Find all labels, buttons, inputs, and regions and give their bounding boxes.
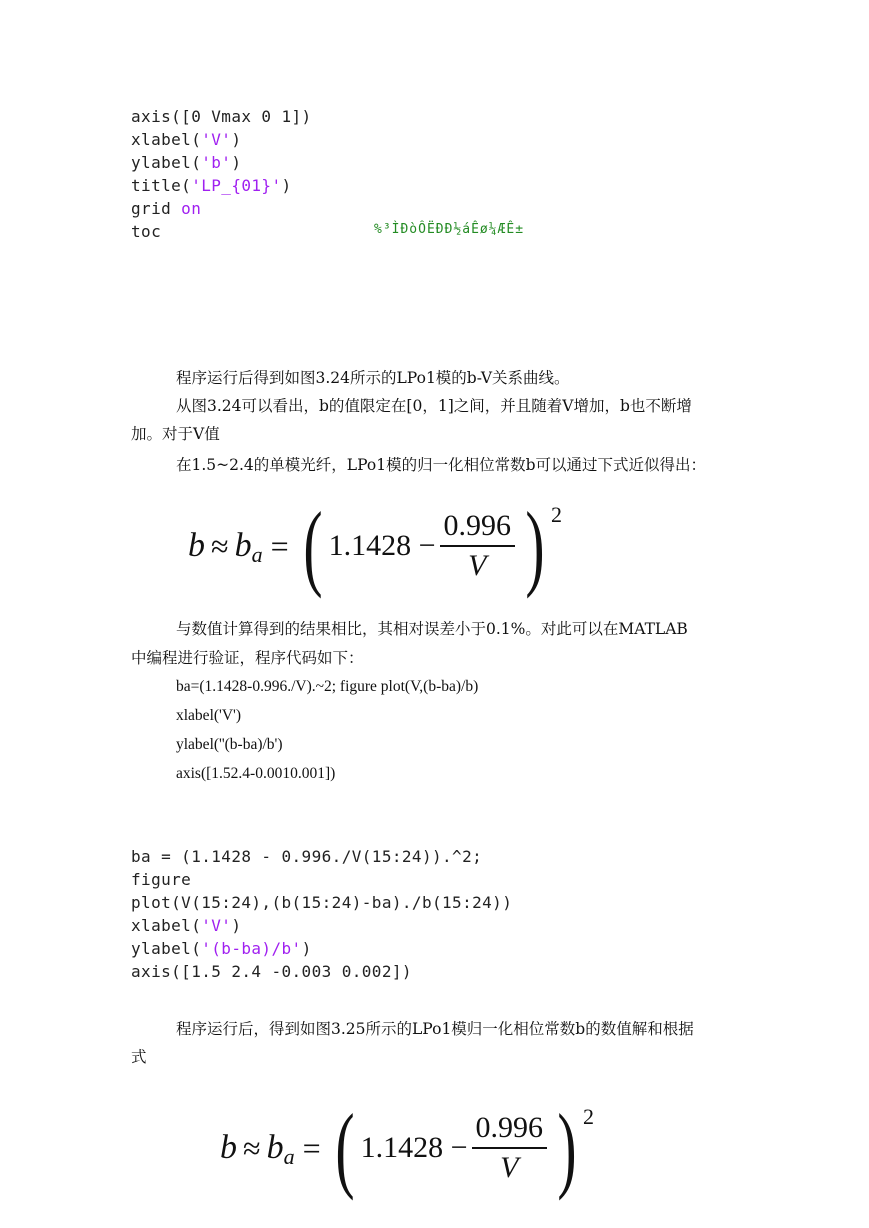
code-line xyxy=(131,151,312,174)
code-line-plain-2: xlabel('V') xyxy=(176,707,241,724)
formula-denominator: V xyxy=(500,1151,519,1184)
code-token: plot(V(15:24),(b(15:24)-ba)./b(15:24)) xyxy=(131,893,513,912)
formula-fraction xyxy=(440,509,516,583)
formula-denominator: V xyxy=(468,549,487,582)
formula-numerator: 0.996 xyxy=(440,509,516,547)
paragraph-b-range-line2: 加。对于V值 xyxy=(131,425,220,443)
formula-constant: 1.1428 − xyxy=(328,529,436,562)
code-line xyxy=(131,937,512,960)
code-token: xlabel( xyxy=(131,916,202,935)
matlab-code-block-bottom xyxy=(131,845,512,983)
formula-approx-sign: ≈ xyxy=(211,527,229,564)
formula-b: b xyxy=(188,527,205,564)
code-token: toc xyxy=(131,222,162,241)
formula-equals: = xyxy=(270,527,289,564)
formula-equals: = xyxy=(302,1129,321,1166)
formula-fraction xyxy=(472,1111,548,1185)
formula-ba-subscript: a xyxy=(251,542,263,567)
code-line-plain-3: ylabel(''(b-ba)/b') xyxy=(176,736,283,753)
garbled-comment: %³ÌÐòÔËÐÐ½áÊø¼ÆÊ± xyxy=(374,222,525,237)
code-string-token: '(b-ba)/b' xyxy=(201,939,302,958)
code-token: grid xyxy=(131,199,182,218)
paragraph-result-curve: 程序运行后得到如图3.24所示的LPo1模的b-V关系曲线。 xyxy=(176,369,570,387)
code-token: ) xyxy=(231,130,242,149)
code-token: ylabel( xyxy=(131,939,202,958)
code-line-plain-1: ba=(1.1428-0.996./V).~2; figure plot(V,(b-ba)/b) xyxy=(176,678,479,695)
code-line xyxy=(131,845,512,868)
code-string-token: 'b' xyxy=(201,153,232,172)
code-line xyxy=(131,960,512,983)
paragraph-result-figure-line1: 程序运行后，得到如图3.25所示的LPo1模归一化相位常数b的数值解和根据 xyxy=(176,1020,694,1038)
code-token: axis([1.5 2.4 -0.003 0.002]) xyxy=(131,962,412,981)
matlab-code-block-top xyxy=(131,105,312,243)
formula-approximation-1 xyxy=(188,492,608,599)
formula-exponent: 2 xyxy=(582,1104,594,1129)
paragraph-relative-error-line2: 中编程进行验证，程序代码如下： xyxy=(131,649,364,667)
formula-constant: 1.1428 − xyxy=(360,1131,468,1164)
code-token: ) xyxy=(301,939,312,958)
code-line xyxy=(131,105,312,128)
formula-b: b xyxy=(220,1129,237,1166)
code-line xyxy=(131,128,312,151)
formula-approximation-2 xyxy=(220,1094,640,1201)
paragraph-b-range-line1: 从图3.24可以看出，b的值限定在[0，1]之间，并且随着V增加，b也不断增 xyxy=(176,397,692,415)
formula-ba: b xyxy=(266,1129,284,1166)
left-paren: ( xyxy=(335,1094,355,1201)
code-token: ylabel( xyxy=(131,153,202,172)
left-paren: ( xyxy=(303,492,323,599)
formula-ba: b xyxy=(234,527,252,564)
code-token: ba = (1.1428 - 0.996./V(15:24)).^2; xyxy=(131,847,483,866)
code-string-token: 'V' xyxy=(201,130,232,149)
code-line xyxy=(131,174,312,197)
code-line xyxy=(131,914,512,937)
code-token: title( xyxy=(131,176,192,195)
formula-approx-sign: ≈ xyxy=(243,1129,261,1166)
formula-numerator: 0.996 xyxy=(472,1111,548,1149)
code-line xyxy=(131,197,312,220)
code-token: figure xyxy=(131,870,192,889)
right-paren: ) xyxy=(525,492,545,599)
code-token: xlabel( xyxy=(131,130,202,149)
formula-exponent: 2 xyxy=(550,502,562,527)
code-line xyxy=(131,220,312,243)
code-line xyxy=(131,891,512,914)
formula-ba-subscript: a xyxy=(283,1144,295,1169)
code-token: ) xyxy=(231,916,242,935)
paragraph-relative-error-line1: 与数值计算得到的结果相比，其相对误差小于0.1%。对此可以在MATLAB xyxy=(176,620,688,638)
paragraph-result-figure-line2: 式 xyxy=(131,1048,147,1066)
code-line xyxy=(131,868,512,891)
code-token: ) xyxy=(231,153,242,172)
code-string-token: on xyxy=(181,199,202,218)
paragraph-single-mode-fiber: 在1.5~2.4的单模光纤，LPo1模的归一化相位常数b可以通过下式近似得出： xyxy=(176,456,706,474)
code-token: axis([0 Vmax 0 1]) xyxy=(131,107,312,126)
code-string-token: 'V' xyxy=(201,916,232,935)
right-paren: ) xyxy=(557,1094,577,1201)
code-string-token: 'LP_{01}' xyxy=(191,176,282,195)
code-line-plain-4: axis([1.52.4-0.0010.001]) xyxy=(176,765,336,782)
code-token: ) xyxy=(281,176,292,195)
